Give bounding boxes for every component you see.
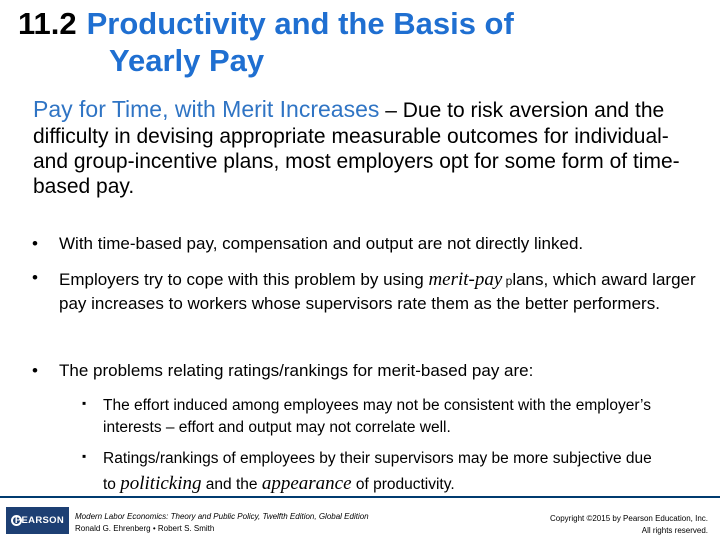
bullet-text — [32, 267, 702, 316]
sub-bullet-text — [82, 448, 662, 498]
book-authors: Ronald G. Ehrenberg • Robert S. Smith — [75, 523, 215, 533]
pearson-mark-icon — [11, 515, 22, 526]
bullet-text: The problems relating ratings/rankings for merit-based pay are: — [59, 361, 534, 380]
bullet-text: With time-based pay, compensation and output are not directly linked. — [59, 234, 584, 253]
sub-bullet-text-pre: Ratings/rankings of employees by their supervisors may be more subjective due to — [103, 450, 652, 494]
logo-text: PEARSON — [14, 515, 64, 526]
copyright-text: Copyright ©2015 by Pearson Education, Inc. — [550, 514, 708, 523]
merit-pay-term: merit-pay — [428, 269, 503, 290]
rights-text: All rights reserved. — [641, 525, 708, 535]
bullet-item-3 — [32, 360, 702, 383]
intro-heading: Pay for Time, with Merit Increases — [33, 96, 380, 122]
bullet-text-small: p — [502, 274, 513, 288]
appearance-term: appearance — [261, 473, 352, 495]
intro-text: Due to risk aversion and the difficulty in devising appropriate measurable outcomes for individual-and group-incentive plans, most employers opt for some form of time-based pay. — [33, 99, 680, 198]
bullet-marker: • — [32, 268, 38, 287]
bullet-item-2 — [32, 267, 702, 316]
footer-divider — [0, 496, 720, 498]
sub-bullet-text: The effort induced among employees may not be consistent with the employer’s interests – effort and output may not correlate well. — [103, 397, 651, 437]
title-line-2: Yearly Pay — [109, 42, 265, 78]
sub-bullet-item-2 — [82, 448, 662, 498]
title-line-1: Productivity and the Basis of — [86, 6, 514, 41]
sub-bullet-item-1 — [82, 395, 662, 440]
bullet-item-1 — [32, 233, 702, 256]
sub-bullet-text-post: of productivity. — [351, 476, 455, 494]
sub-bullet-text-mid: and the — [201, 476, 262, 494]
square-bullet-icon: ▪ — [82, 449, 87, 463]
intro-dash: – — [379, 99, 403, 122]
section-number: 11.2 — [18, 6, 77, 41]
politicking-term: politicking — [120, 473, 202, 495]
footer-book-info — [75, 511, 369, 534]
pearson-logo — [6, 507, 69, 534]
bullet-text-pre: Employers try to cope with this problem by using — [59, 270, 429, 289]
slide-title — [18, 6, 514, 79]
square-bullet-icon: ▪ — [82, 396, 87, 410]
book-title: Modern Labor Economics: Theory and Public Policy, Twelfth Edition, Global Edition — [75, 512, 369, 521]
bullet-marker: • — [32, 234, 38, 253]
bullet-text-post: lans, which award larger pay increases to workers whose supervisors rate them as the better performers. — [59, 270, 696, 313]
intro-paragraph — [33, 96, 703, 199]
bullet-marker: • — [32, 361, 38, 380]
footer-copyright — [550, 513, 708, 536]
